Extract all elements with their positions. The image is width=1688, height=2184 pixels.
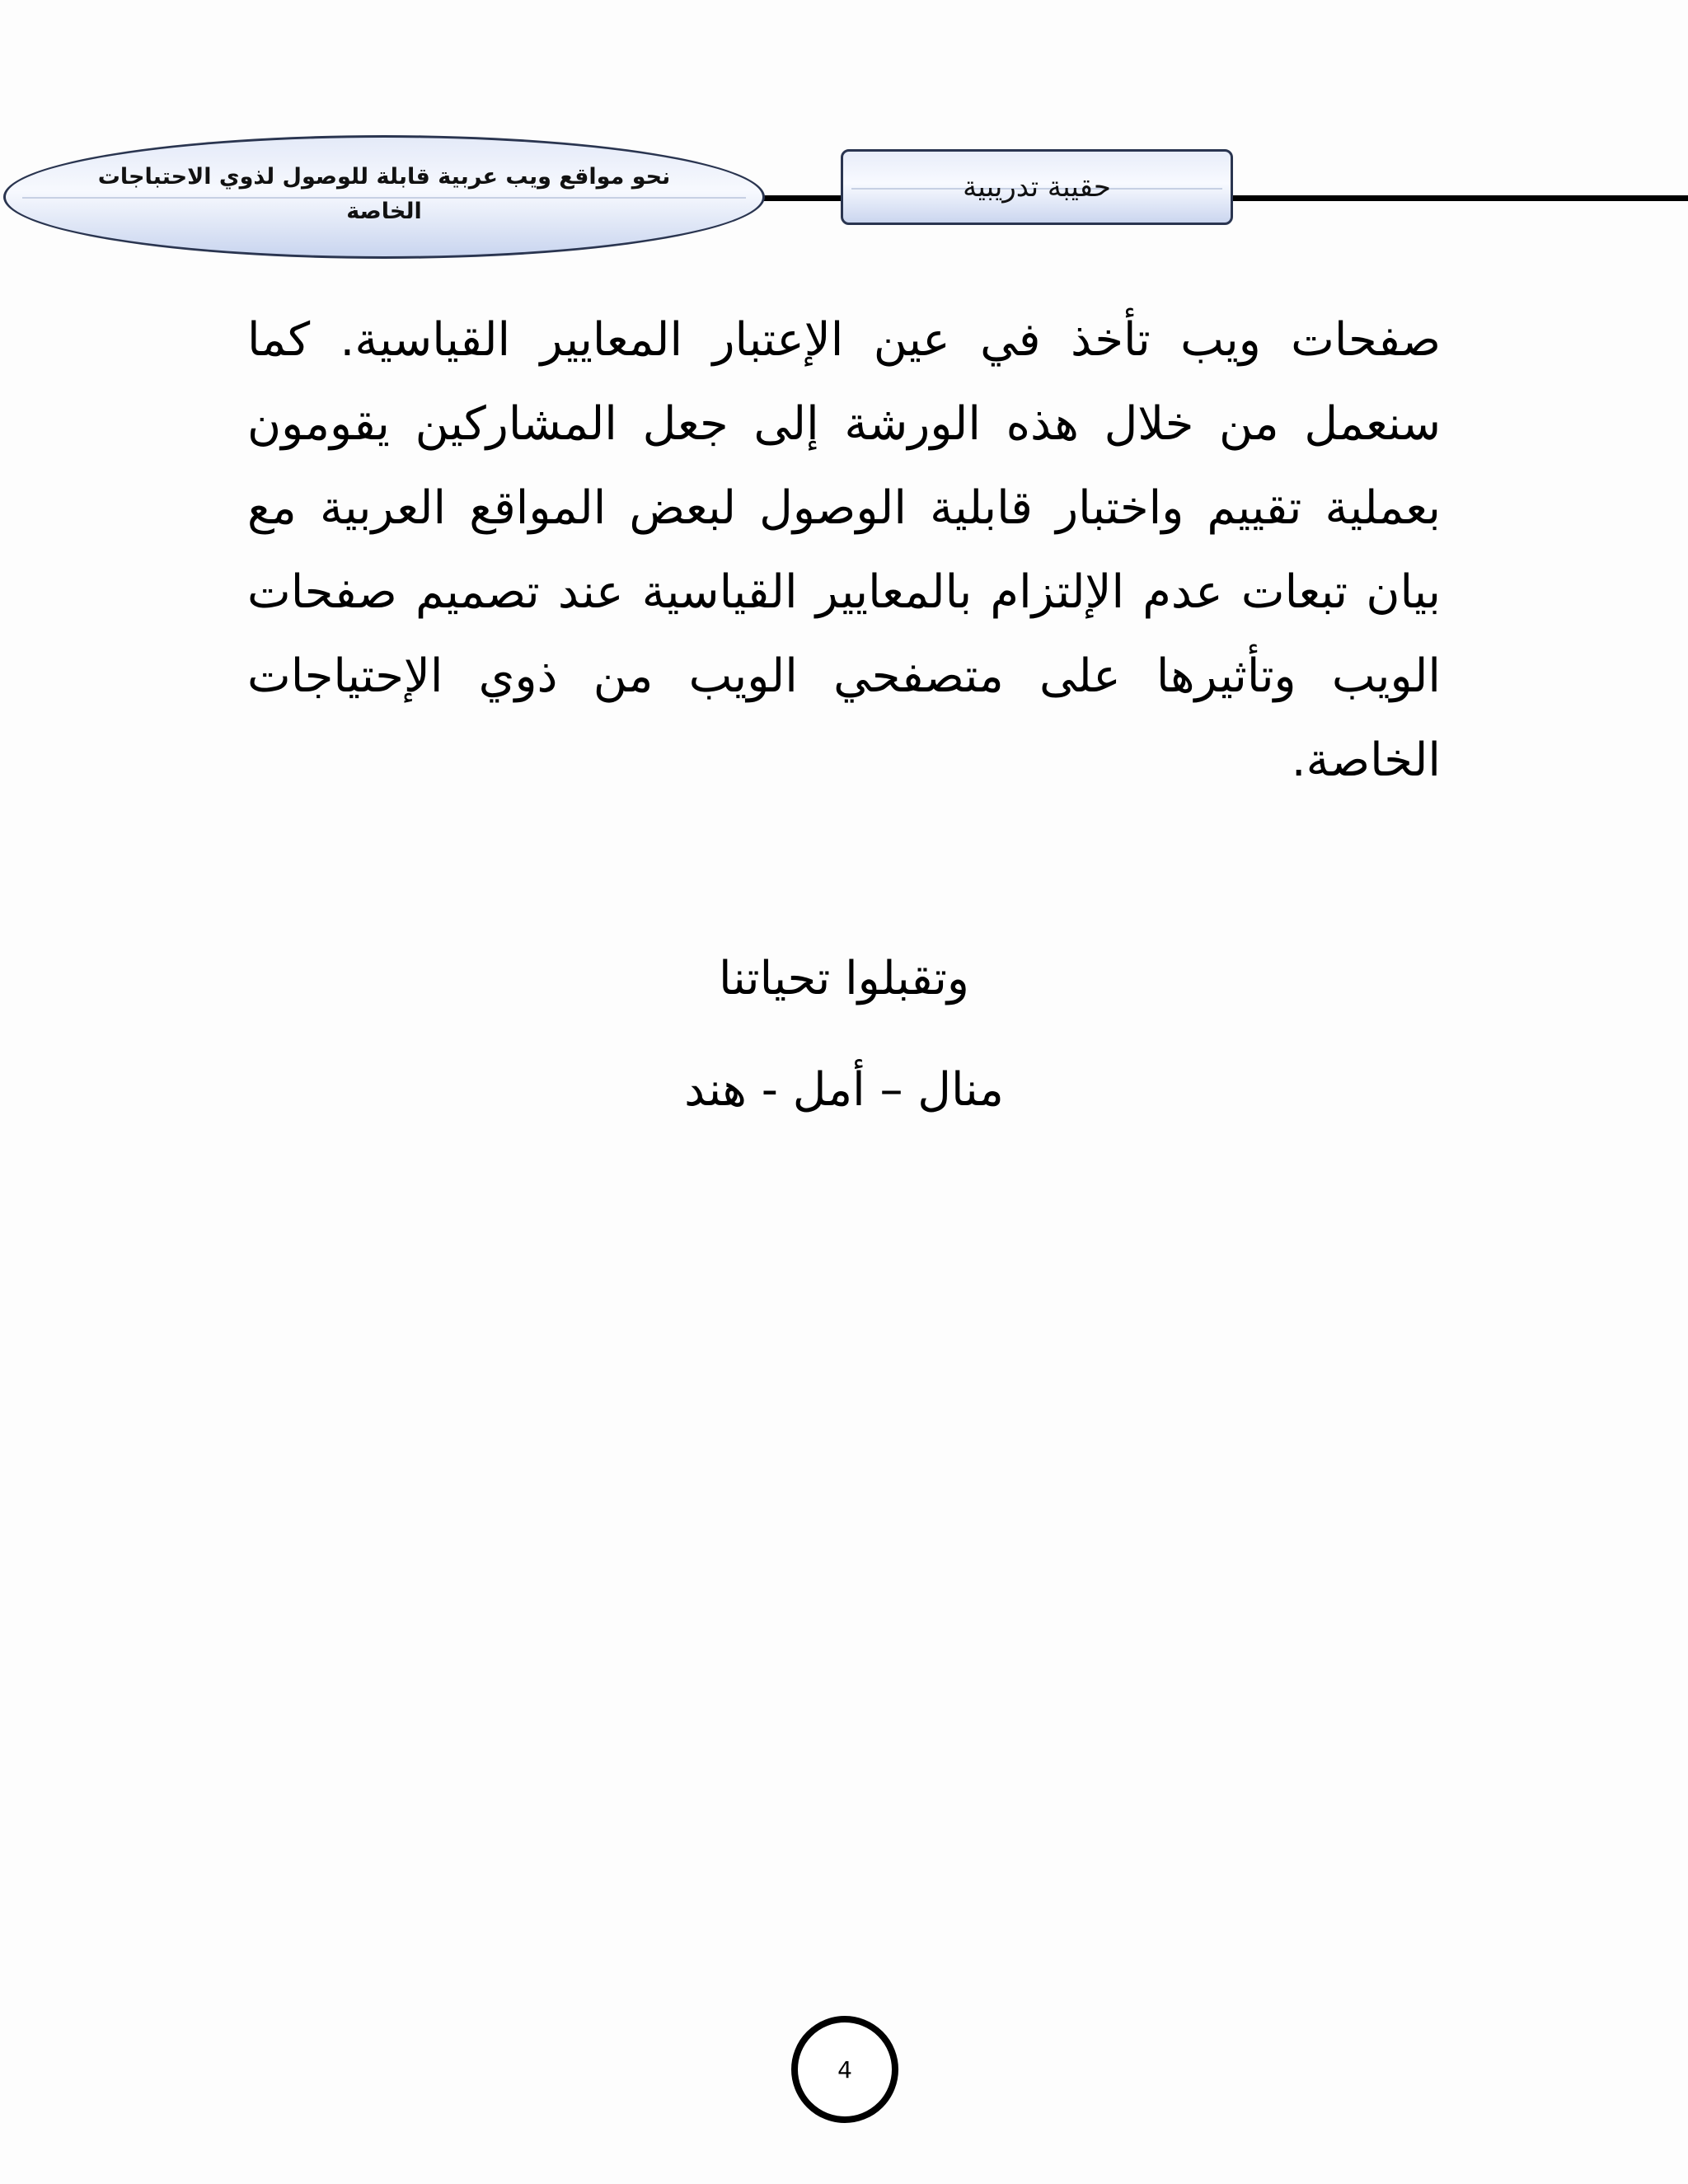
page-number-circle xyxy=(791,2016,898,2123)
section-label: حقيبة تدريبية xyxy=(963,171,1111,204)
page-number: 4 xyxy=(837,2055,852,2083)
document-title-badge xyxy=(3,135,765,259)
section-label-box xyxy=(841,149,1233,225)
closing-greeting: وتقبلوا تحياتنا xyxy=(719,952,969,1005)
document-title: نحو مواقع ويب عربية قابلة للوصول لذوي الاحتباجات الخاصة xyxy=(97,164,671,224)
author-signature: منال – أمل - هند xyxy=(684,1063,1004,1117)
body-paragraph: صفحات ويب تأخذ في عين الإعتبار المعايير القياسية. كما سنعمل من خلال هذه الورشة إلى جعل المشاركين يقومون بعملية تقييم واختبار قابلية الوصول لبعض المواقع العربية مع بيان تبعات عدم الإلتزام بالمعايير القياسية عند تصميم صفحات الويب وتأثيرها على متصفحي الويب من ذوي الإحتياجات الخاصة. xyxy=(247,313,1441,787)
